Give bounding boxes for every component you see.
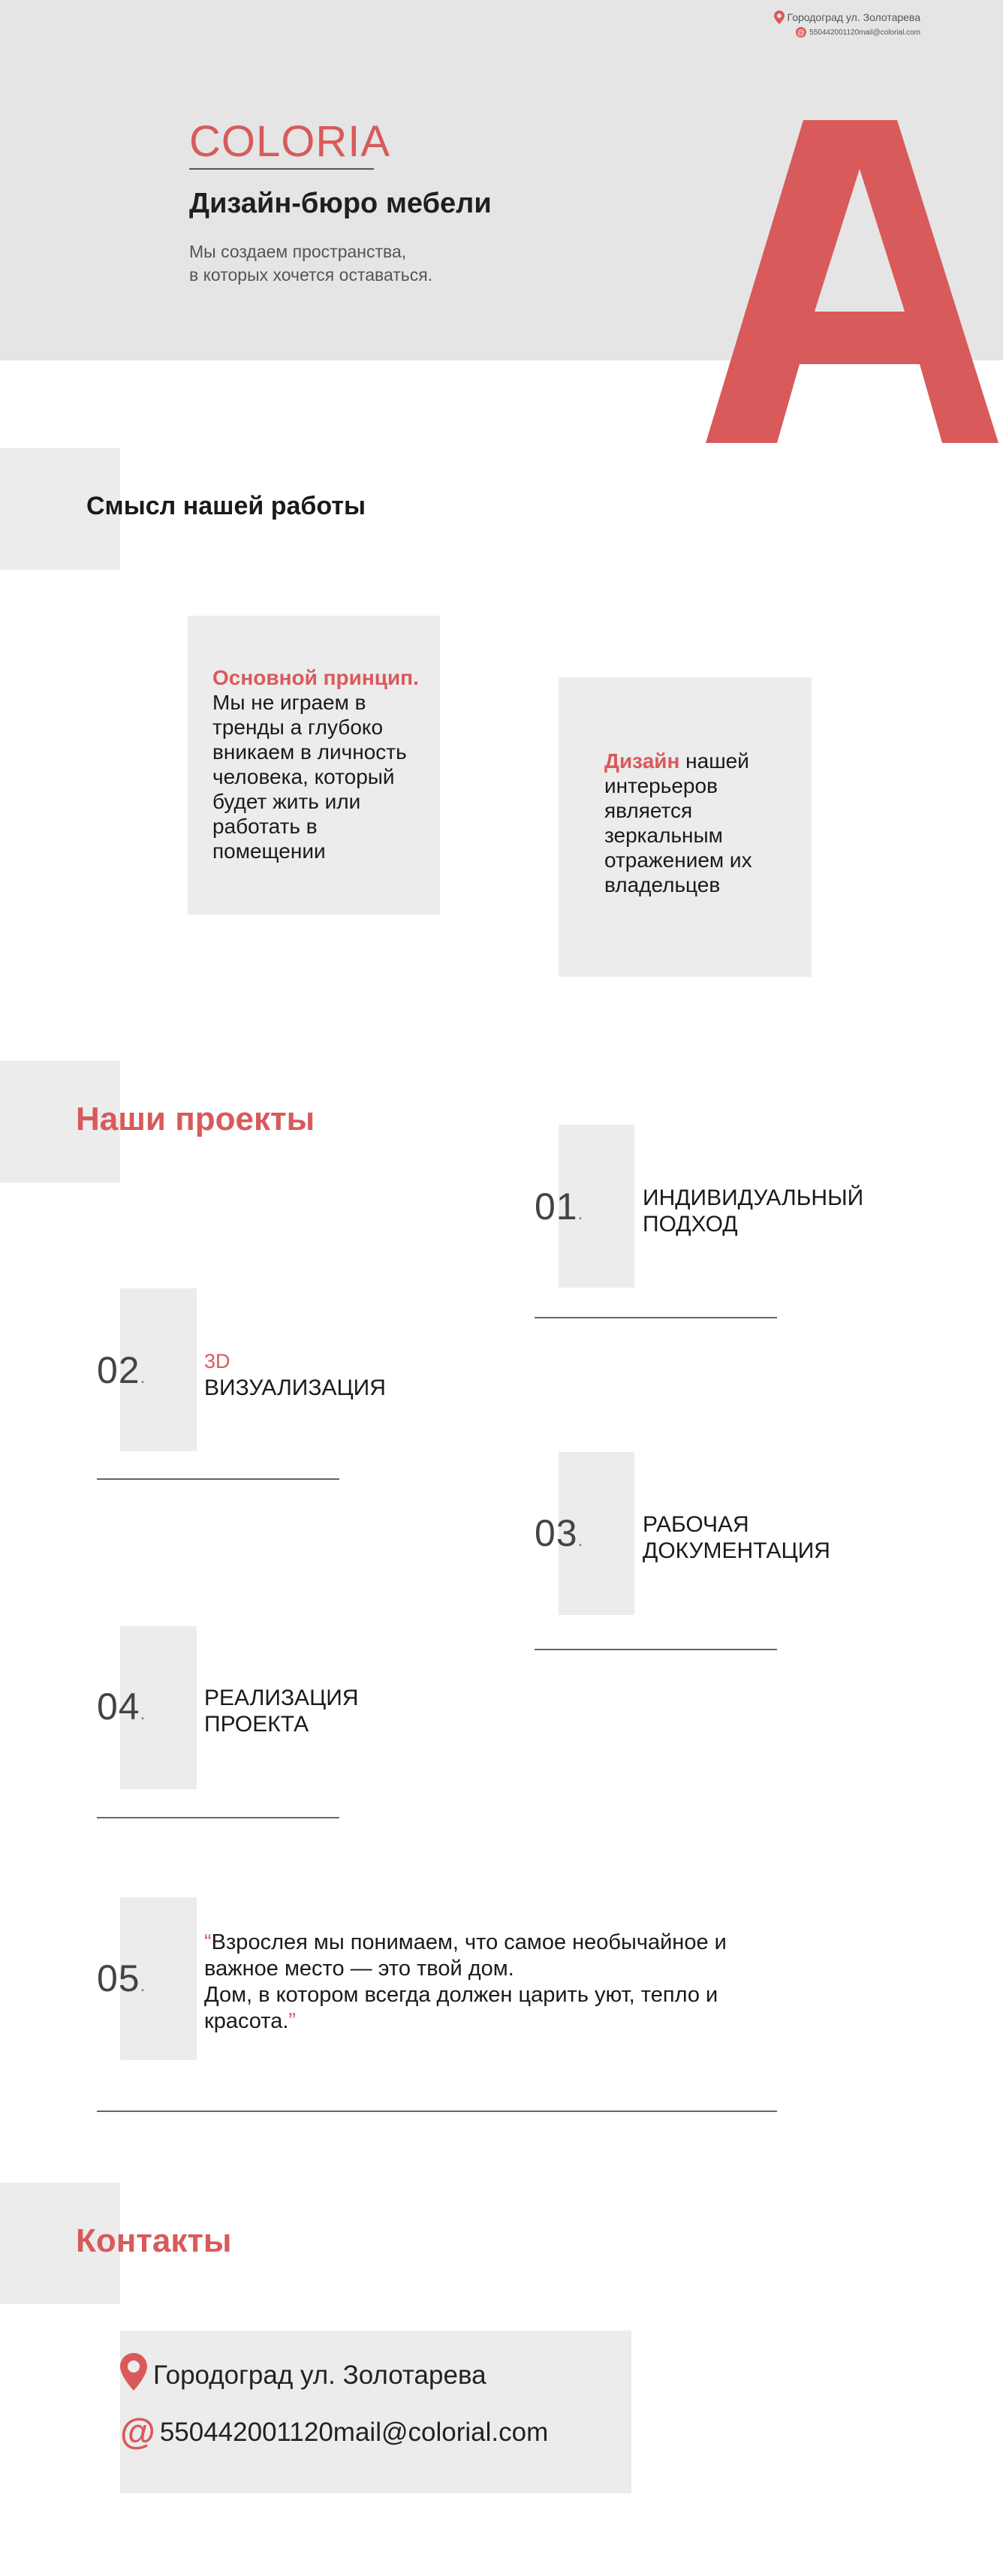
project-04-number: 04. [97,1686,146,1728]
quote-line-1: “Взрослея мы понимаем, что самое необычайное и [204,1930,727,1954]
project-03-line-2: ДОКУМЕНТАЦИЯ [643,1538,830,1563]
quote-line-4: красота.” [204,2009,297,2033]
project-01-line-2: ПОДХОД [643,1212,738,1237]
quote-line-2: важное место — это твой дом. [204,1957,514,1981]
big-letter-a [698,105,1003,450]
project-02-divider [97,1478,339,1480]
email-icon [796,27,806,38]
project-04-label [204,1685,359,1737]
hero-subtitle-line-1: Мы создаем пространства, [189,242,407,261]
design-card-text [604,749,785,897]
principle-card-accent: Основной принцип. [212,666,419,689]
project-04-line-1: РЕАЛИЗАЦИЯ [204,1686,359,1710]
quote-text [204,1930,805,2035]
design-card [559,677,812,977]
svg-text:@: @ [797,29,806,38]
project-01-number: 01. [535,1186,584,1228]
contact-email-text: 550442001120mail@colorial.com [159,2418,549,2447]
project-05-number: 05. [97,1957,146,1999]
project-03-line-1: РАБОЧАЯ [643,1512,749,1537]
project-01-divider [535,1317,777,1318]
header-address-text: Городоград ул. Золотарева [787,11,920,23]
quote-divider [97,2111,777,2112]
project-03-label [643,1511,830,1564]
quote-open-mark: “ [204,1930,212,1954]
brand-logo[interactable]: COLORIA [189,117,391,166]
principle-card-text [212,665,423,863]
design-card-body: нашей интерьеров является зеркальным отражением их владельцев [604,749,752,896]
location-pin-icon [774,11,785,24]
contacts-title: Контакты [76,2222,232,2259]
contact-address [120,2353,486,2397]
project-04-line-2: ПРОЕКТА [204,1712,309,1737]
project-02-number: 02. [97,1349,146,1391]
hero-subtitle [189,240,580,287]
project-02-line-1: 3D [204,1350,230,1372]
project-02-label [204,1348,386,1401]
header-email[interactable] [796,27,920,38]
header-address [774,11,920,24]
quote-close-mark: ” [288,2009,297,2033]
principle-card-body: Мы не играем в тренды а глубоко вникаем в личность человека, который будет жить или работать в помещении [212,691,407,863]
project-01-label [643,1185,863,1237]
design-card-accent: Дизайн [604,749,680,773]
project-03-divider [535,1649,777,1650]
meaning-title: Смысл нашей работы [86,492,366,520]
at-sign-icon: @ [120,2412,155,2452]
project-03-number: 03. [535,1512,584,1554]
hero-subtitle-line-2: в которых хочется оставаться. [189,265,433,285]
contact-email[interactable] [120,2412,549,2452]
quote-line-3: Дом, в котором всегда должен царить уют, тепло и [204,1983,718,2007]
projects-title: Наши проекты [76,1101,315,1137]
header-email-text: 550442001120mail@colorial.com [809,28,920,37]
hero-title: Дизайн-бюро мебели [189,188,492,219]
brand-underline [189,168,374,170]
project-01-line-1: ИНДИВИДУАЛЬНЫЙ [643,1186,864,1210]
project-04-divider [97,1817,339,1818]
project-02-line-2: ВИЗУАЛИЗАЦИЯ [204,1375,386,1400]
contact-address-text: Городоград ул. Золотарева [153,2360,486,2390]
principle-card [188,616,440,914]
location-pin-icon [120,2353,147,2397]
